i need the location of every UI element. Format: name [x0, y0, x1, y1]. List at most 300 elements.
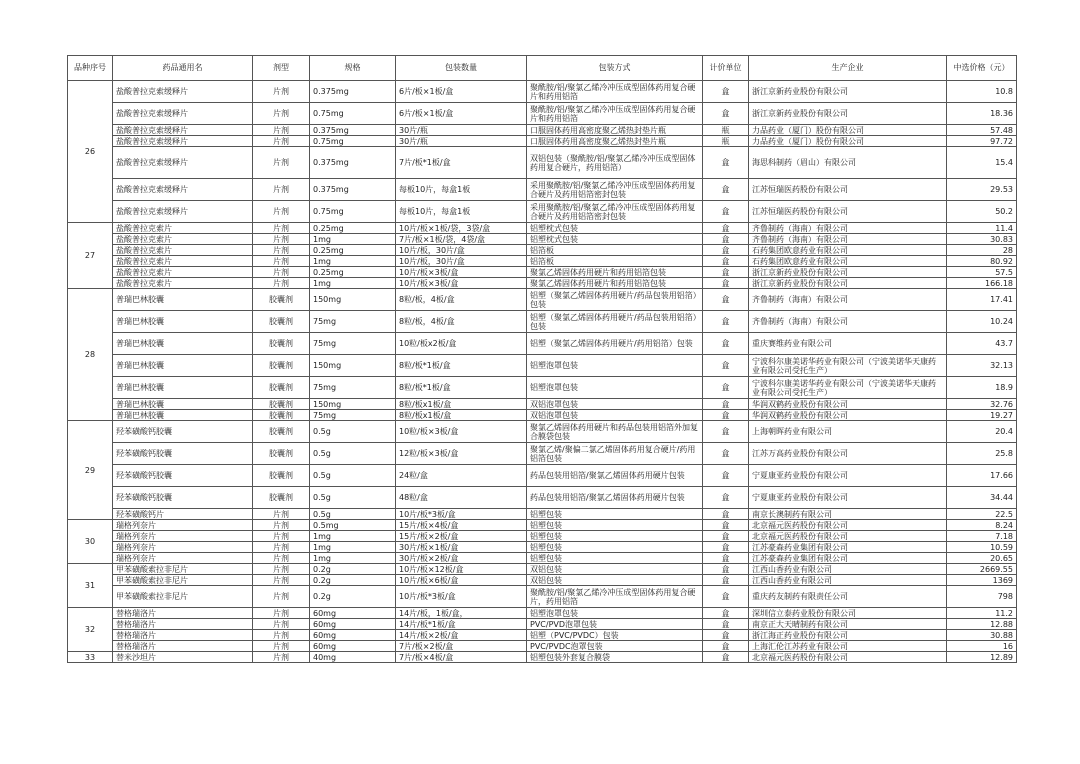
- pack-method-cell: 双铝包装（聚酰胺/铝/聚氯乙烯冷冲压成型固体药用复合硬片，药用铝箔）: [527, 147, 703, 179]
- pack-quantity-cell: 10片/板，30片/盒: [396, 256, 527, 267]
- price-unit-cell: 盒: [703, 443, 749, 465]
- manufacturer-cell: 石药集团欧意药业有限公司: [749, 245, 947, 256]
- pack-method-cell: 铝塑枕式包装: [527, 223, 703, 234]
- drug-name-cell: 盐酸普拉克索缓释片: [113, 147, 253, 179]
- drug-name-cell: 普瑞巴林胶囊: [113, 410, 253, 421]
- pack-quantity-cell: 7片/板×4板/盒: [396, 652, 527, 663]
- table-row: [68, 641, 1017, 652]
- manufacturer-cell: 齐鲁制药（海南）有限公司: [749, 223, 947, 234]
- table-row: [68, 355, 1017, 377]
- manufacturer-cell: 宁波科尔康美诺华药业有限公司（宁波美诺华天康药业有限公司受托生产）: [749, 355, 947, 377]
- drug-name-cell: 盐酸普拉克索缓释片: [113, 136, 253, 147]
- table-row: [68, 103, 1017, 125]
- spec-cell: 60mg: [310, 641, 396, 652]
- price-cell: 798: [947, 586, 1017, 608]
- pack-quantity-cell: 14片/板，1板/盒，: [396, 608, 527, 619]
- pack-quantity-cell: 48粒/盒: [396, 487, 527, 509]
- price-cell: 7.18: [947, 531, 1017, 542]
- table-row: [68, 608, 1017, 619]
- price-cell: 17.41: [947, 289, 1017, 311]
- drug-name-cell: 普瑞巴林胶囊: [113, 289, 253, 311]
- dosage-form-cell: 片剂: [253, 586, 310, 608]
- price-cell: 2669.55: [947, 564, 1017, 575]
- dosage-form-cell: 片剂: [253, 278, 310, 289]
- price-unit-cell: 盒: [703, 487, 749, 509]
- pack-quantity-cell: 10粒/板x2板/盒: [396, 333, 527, 355]
- manufacturer-cell: 江西山香药业有限公司: [749, 575, 947, 586]
- manufacturer-cell: 浙江京新药业股份有限公司: [749, 81, 947, 103]
- spec-cell: 0.375mg: [310, 125, 396, 136]
- table-row: [68, 289, 1017, 311]
- pack-quantity-cell: 10片/板×3板/盒: [396, 278, 527, 289]
- price-cell: 11.2: [947, 608, 1017, 619]
- price-unit-cell: 盒: [703, 179, 749, 201]
- manufacturer-cell: 浙江海正药业股份有限公司: [749, 630, 947, 641]
- price-cell: 50.2: [947, 201, 1017, 223]
- table-row: [68, 652, 1017, 663]
- pack-quantity-cell: 每板10片，每盒1板: [396, 201, 527, 223]
- table-row: [68, 520, 1017, 531]
- spec-cell: 1mg: [310, 531, 396, 542]
- price-cell: 18.36: [947, 103, 1017, 125]
- group-seq-cell: 27: [68, 223, 113, 289]
- price-cell: 20.65: [947, 553, 1017, 564]
- drug-name-cell: 替格瑞洛片: [113, 630, 253, 641]
- pack-quantity-cell: 7片/板×2板/盒: [396, 641, 527, 652]
- pack-method-cell: 双铝泡罩包装: [527, 399, 703, 410]
- drug-name-cell: 盐酸普拉克索片: [113, 234, 253, 245]
- drug-name-cell: 盐酸普拉克索缓释片: [113, 81, 253, 103]
- price-cell: 30.88: [947, 630, 1017, 641]
- price-unit-cell: 盒: [703, 410, 749, 421]
- group-seq-cell: 30: [68, 520, 113, 564]
- pack-method-cell: 聚酰胺/铝/聚氯乙烯冷冲压成型固体药用复合硬片，药用铝箔: [527, 586, 703, 608]
- pack-method-cell: 铝塑（聚氯乙烯固体药用硬片/药品包装用铝箔）包装: [527, 289, 703, 311]
- table-row: [68, 136, 1017, 147]
- pack-quantity-cell: 10粒/板×3板/盒: [396, 421, 527, 443]
- dosage-form-cell: 胶囊剂: [253, 410, 310, 421]
- price-unit-cell: 盒: [703, 333, 749, 355]
- drug-name-cell: 普瑞巴林胶囊: [113, 399, 253, 410]
- pack-method-cell: 聚酰胺/铝/聚氯乙烯冷冲压成型固体药用复合硬片和药用铝箔: [527, 103, 703, 125]
- price-unit-cell: 盒: [703, 630, 749, 641]
- price-cell: 15.4: [947, 147, 1017, 179]
- price-cell: 80.92: [947, 256, 1017, 267]
- dosage-form-cell: 片剂: [253, 564, 310, 575]
- group-seq-cell: 28: [68, 289, 113, 421]
- drug-name-cell: 瑞格列奈片: [113, 542, 253, 553]
- price-unit-cell: 盒: [703, 509, 749, 520]
- pack-method-cell: 采用聚酰胺/铝/聚氯乙烯冷冲压成型固体药用复合硬片及药用铝箔密封包装: [527, 201, 703, 223]
- drug-name-cell: 替格瑞洛片: [113, 641, 253, 652]
- spec-cell: 0.25mg: [310, 223, 396, 234]
- pack-method-cell: 双铝包装: [527, 564, 703, 575]
- manufacturer-cell: 浙江京新药业股份有限公司: [749, 278, 947, 289]
- drug-name-cell: 盐酸普拉克索缓释片: [113, 103, 253, 125]
- price-cell: 57.5: [947, 267, 1017, 278]
- table-header: [68, 56, 1017, 81]
- table-row: [68, 575, 1017, 586]
- dosage-form-cell: 片剂: [253, 136, 310, 147]
- price-cell: 17.66: [947, 465, 1017, 487]
- pack-quantity-cell: 8粒/板，4板/盒: [396, 311, 527, 333]
- table-row: [68, 509, 1017, 520]
- price-unit-cell: 盒: [703, 586, 749, 608]
- table-row: [68, 443, 1017, 465]
- drug-name-cell: 羟苯磺酸钙胶囊: [113, 465, 253, 487]
- col-header-pack: 包装方式: [527, 56, 703, 81]
- dosage-form-cell: 片剂: [253, 619, 310, 630]
- drug-name-cell: 羟苯磺酸钙胶囊: [113, 487, 253, 509]
- price-unit-cell: 盒: [703, 421, 749, 443]
- drug-name-cell: 盐酸普拉克索片: [113, 267, 253, 278]
- pack-method-cell: 铝塑包装: [527, 509, 703, 520]
- dosage-form-cell: 片剂: [253, 542, 310, 553]
- table-row: [68, 223, 1017, 234]
- price-unit-cell: 瓶: [703, 125, 749, 136]
- table-row: [68, 267, 1017, 278]
- table-row: [68, 465, 1017, 487]
- pack-method-cell: 聚氯乙烯固体药用硬片和药用铝箔包装: [527, 267, 703, 278]
- dosage-form-cell: 胶囊剂: [253, 289, 310, 311]
- price-unit-cell: 盒: [703, 399, 749, 410]
- col-header-qty: 包装数量: [396, 56, 527, 81]
- spec-cell: 0.2g: [310, 586, 396, 608]
- table-row: [68, 399, 1017, 410]
- manufacturer-cell: 江苏豪森药业集团有限公司: [749, 553, 947, 564]
- table-row: [68, 278, 1017, 289]
- price-unit-cell: 盒: [703, 575, 749, 586]
- spec-cell: 150mg: [310, 289, 396, 311]
- group-seq-cell: 29: [68, 421, 113, 520]
- drug-name-cell: 盐酸普拉克索片: [113, 278, 253, 289]
- price-cell: 25.8: [947, 443, 1017, 465]
- pack-method-cell: 双铝泡罩包装: [527, 410, 703, 421]
- dosage-form-cell: 片剂: [253, 201, 310, 223]
- manufacturer-cell: 重庆药友制药有限责任公司: [749, 586, 947, 608]
- pack-method-cell: 铝塑包装: [527, 553, 703, 564]
- pack-quantity-cell: 8粒/板，4板/盒: [396, 289, 527, 311]
- spec-cell: 0.2g: [310, 575, 396, 586]
- manufacturer-cell: 宁夏康亚药业股份有限公司: [749, 487, 947, 509]
- pack-method-cell: 铝箔板: [527, 256, 703, 267]
- spec-cell: 1mg: [310, 234, 396, 245]
- pack-quantity-cell: 10片/板×12板/盒: [396, 564, 527, 575]
- dosage-form-cell: 片剂: [253, 641, 310, 652]
- manufacturer-cell: 华润双鹤药业股份有限公司: [749, 410, 947, 421]
- spec-cell: 150mg: [310, 399, 396, 410]
- pack-method-cell: 铝塑泡罩包装: [527, 355, 703, 377]
- drug-name-cell: 甲苯磺酸索拉非尼片: [113, 575, 253, 586]
- price-unit-cell: 盒: [703, 608, 749, 619]
- manufacturer-cell: 浙江京新药业股份有限公司: [749, 267, 947, 278]
- drug-name-cell: 盐酸普拉克索缓释片: [113, 179, 253, 201]
- drug-name-cell: 普瑞巴林胶囊: [113, 311, 253, 333]
- spec-cell: 0.375mg: [310, 81, 396, 103]
- manufacturer-cell: 石药集团欧意药业有限公司: [749, 256, 947, 267]
- table-row: [68, 410, 1017, 421]
- spec-cell: 0.75mg: [310, 103, 396, 125]
- price-unit-cell: 盒: [703, 377, 749, 399]
- manufacturer-cell: 江苏豪森药业集团有限公司: [749, 542, 947, 553]
- spec-cell: 75mg: [310, 333, 396, 355]
- dosage-form-cell: 片剂: [253, 553, 310, 564]
- price-unit-cell: 盒: [703, 641, 749, 652]
- dosage-form-cell: 胶囊剂: [253, 487, 310, 509]
- dosage-form-cell: 片剂: [253, 520, 310, 531]
- pack-quantity-cell: 30片/瓶: [396, 136, 527, 147]
- price-unit-cell: 盒: [703, 81, 749, 103]
- price-cell: 57.48: [947, 125, 1017, 136]
- drug-name-cell: 甲苯磺酸索拉非尼片: [113, 564, 253, 575]
- price-cell: 1369: [947, 575, 1017, 586]
- pack-quantity-cell: 14片/板×2板/盒: [396, 630, 527, 641]
- price-cell: 19.27: [947, 410, 1017, 421]
- spec-cell: 0.5g: [310, 465, 396, 487]
- manufacturer-cell: 南京正大天晴制药有限公司: [749, 619, 947, 630]
- spec-cell: 1mg: [310, 553, 396, 564]
- spec-cell: 75mg: [310, 377, 396, 399]
- price-unit-cell: 盒: [703, 465, 749, 487]
- drug-name-cell: 普瑞巴林胶囊: [113, 355, 253, 377]
- price-unit-cell: 盒: [703, 520, 749, 531]
- col-header-form: 剂型: [253, 56, 310, 81]
- table-row: [68, 333, 1017, 355]
- pack-method-cell: 铝塑包装: [527, 542, 703, 553]
- price-cell: 32.13: [947, 355, 1017, 377]
- table-row: [68, 201, 1017, 223]
- pack-quantity-cell: 15片/板×2板/盒: [396, 531, 527, 542]
- price-unit-cell: 盒: [703, 553, 749, 564]
- group-seq-cell: 32: [68, 608, 113, 652]
- dosage-form-cell: 片剂: [253, 103, 310, 125]
- table-row: [68, 377, 1017, 399]
- pack-method-cell: 聚酰胺/铝/聚氯乙烯冷冲压成型固体药用复合硬片和药用铝箔: [527, 81, 703, 103]
- price-cell: 29.53: [947, 179, 1017, 201]
- manufacturer-cell: 齐鲁制药（海南）有限公司: [749, 234, 947, 245]
- price-cell: 12.88: [947, 619, 1017, 630]
- price-cell: 43.7: [947, 333, 1017, 355]
- manufacturer-cell: 浙江京新药业股份有限公司: [749, 103, 947, 125]
- drug-name-cell: 羟苯磺酸钙胶囊: [113, 421, 253, 443]
- pack-quantity-cell: 10片/板*3板/盒: [396, 586, 527, 608]
- pack-method-cell: 口服固体药用高密度聚乙烯热封垫片瓶: [527, 136, 703, 147]
- spec-cell: 75mg: [310, 410, 396, 421]
- dosage-form-cell: 片剂: [253, 652, 310, 663]
- price-cell: 97.72: [947, 136, 1017, 147]
- manufacturer-cell: 齐鲁制药（海南）有限公司: [749, 289, 947, 311]
- pack-quantity-cell: 30片/瓶: [396, 125, 527, 136]
- price-unit-cell: 盒: [703, 531, 749, 542]
- price-cell: 18.9: [947, 377, 1017, 399]
- drug-name-cell: 甲苯磺酸索拉非尼片: [113, 586, 253, 608]
- col-header-spec: 规格: [310, 56, 396, 81]
- manufacturer-cell: 宁夏康亚药业股份有限公司: [749, 465, 947, 487]
- pack-method-cell: 聚氯乙烯固体药用硬片和药品包装用铝箔外加复合膜袋包装: [527, 421, 703, 443]
- table-row: [68, 256, 1017, 267]
- pack-method-cell: 铝塑（聚氯乙烯固体药用硬片/药品包装用铝箔）包装: [527, 311, 703, 333]
- table-row: [68, 245, 1017, 256]
- price-unit-cell: 盒: [703, 103, 749, 125]
- table-row: [68, 630, 1017, 641]
- pack-quantity-cell: 8粒/板x1板/盒: [396, 399, 527, 410]
- manufacturer-cell: 江苏恒瑞医药股份有限公司: [749, 201, 947, 223]
- spec-cell: 1mg: [310, 542, 396, 553]
- price-cell: 22.5: [947, 509, 1017, 520]
- pack-quantity-cell: 8粒/板x1板/盒: [396, 410, 527, 421]
- pack-quantity-cell: 10片/板×3板/盒: [396, 267, 527, 278]
- table-row: [68, 421, 1017, 443]
- price-unit-cell: 盒: [703, 564, 749, 575]
- pack-quantity-cell: 10片/板，30片/盒: [396, 245, 527, 256]
- price-cell: 10.24: [947, 311, 1017, 333]
- dosage-form-cell: 胶囊剂: [253, 311, 310, 333]
- manufacturer-cell: 力品药业（厦门）股份有限公司: [749, 125, 947, 136]
- price-cell: 8.24: [947, 520, 1017, 531]
- table-row: [68, 553, 1017, 564]
- price-unit-cell: 盒: [703, 278, 749, 289]
- drug-name-cell: 普瑞巴林胶囊: [113, 377, 253, 399]
- dosage-form-cell: 片剂: [253, 630, 310, 641]
- table-body: [68, 81, 1017, 663]
- spec-cell: 0.5g: [310, 443, 396, 465]
- pack-quantity-cell: 24粒/盒: [396, 465, 527, 487]
- manufacturer-cell: 海思科制药（眉山）有限公司: [749, 147, 947, 179]
- manufacturer-cell: 力品药业（厦门）股份有限公司: [749, 136, 947, 147]
- manufacturer-cell: 北京福元医药股份有限公司: [749, 652, 947, 663]
- dosage-form-cell: 胶囊剂: [253, 333, 310, 355]
- pack-quantity-cell: 7片/板*1板/盒: [396, 147, 527, 179]
- spec-cell: 0.25mg: [310, 245, 396, 256]
- drug-name-cell: 盐酸普拉克索片: [113, 256, 253, 267]
- dosage-form-cell: 片剂: [253, 147, 310, 179]
- dosage-form-cell: 片剂: [253, 223, 310, 234]
- pack-quantity-cell: 6片/板×1板/盒: [396, 81, 527, 103]
- price-unit-cell: 盒: [703, 223, 749, 234]
- pack-quantity-cell: 30片/板×1板/盒: [396, 542, 527, 553]
- price-unit-cell: 瓶: [703, 136, 749, 147]
- price-cell: 32.76: [947, 399, 1017, 410]
- col-header-seq: 品种序号: [68, 56, 113, 81]
- table-row: [68, 619, 1017, 630]
- spec-cell: 0.2g: [310, 564, 396, 575]
- pack-quantity-cell: 6片/板×1板/盒: [396, 103, 527, 125]
- pack-quantity-cell: 8粒/板*1板/盒: [396, 377, 527, 399]
- table-row: [68, 564, 1017, 575]
- drug-name-cell: 替米沙坦片: [113, 652, 253, 663]
- pack-method-cell: 聚氯乙烯/聚偏二氯乙烯固体药用复合硬片/药用铝箔包装: [527, 443, 703, 465]
- dosage-form-cell: 片剂: [253, 81, 310, 103]
- pack-method-cell: 铝塑泡罩包装: [527, 608, 703, 619]
- price-unit-cell: 盒: [703, 355, 749, 377]
- pack-method-cell: 铝塑包装: [527, 531, 703, 542]
- col-header-maker: 生产企业: [749, 56, 947, 81]
- spec-cell: 0.5mg: [310, 520, 396, 531]
- pack-method-cell: 采用聚酰胺/铝/聚氯乙烯冷冲压成型固体药用复合硬片及药用铝箔密封包装: [527, 179, 703, 201]
- price-unit-cell: 盒: [703, 245, 749, 256]
- table-row: [68, 125, 1017, 136]
- pack-method-cell: 药品包装用铝箔/聚氯乙烯固体药用硬片包装: [527, 487, 703, 509]
- spec-cell: 0.25mg: [310, 267, 396, 278]
- price-cell: 30.83: [947, 234, 1017, 245]
- drug-name-cell: 盐酸普拉克索缓释片: [113, 201, 253, 223]
- pack-method-cell: 铝塑枕式包装: [527, 234, 703, 245]
- col-header-price: 中选价格（元）: [947, 56, 1017, 81]
- dosage-form-cell: 片剂: [253, 245, 310, 256]
- drug-name-cell: 瑞格列奈片: [113, 520, 253, 531]
- spec-cell: 0.5g: [310, 509, 396, 520]
- price-cell: 166.18: [947, 278, 1017, 289]
- spec-cell: 0.75mg: [310, 136, 396, 147]
- pack-method-cell: 双铝包装: [527, 575, 703, 586]
- drug-name-cell: 瑞格列奈片: [113, 531, 253, 542]
- manufacturer-cell: 齐鲁制药（海南）有限公司: [749, 311, 947, 333]
- drug-name-cell: 替格瑞洛片: [113, 619, 253, 630]
- dosage-form-cell: 胶囊剂: [253, 421, 310, 443]
- price-unit-cell: 盒: [703, 542, 749, 553]
- price-cell: 34.44: [947, 487, 1017, 509]
- price-unit-cell: 盒: [703, 311, 749, 333]
- col-header-unit: 计价单位: [703, 56, 749, 81]
- pack-method-cell: 铝塑（聚氯乙烯固体药用硬片/药用铝箔）包装: [527, 333, 703, 355]
- group-seq-cell: 26: [68, 81, 113, 223]
- price-unit-cell: 盒: [703, 147, 749, 179]
- pack-method-cell: 聚氯乙烯固体药用硬片和药用铝箔包装: [527, 278, 703, 289]
- pack-quantity-cell: 12粒/板×3板/盒: [396, 443, 527, 465]
- spec-cell: 75mg: [310, 311, 396, 333]
- dosage-form-cell: 片剂: [253, 256, 310, 267]
- price-cell: 16: [947, 641, 1017, 652]
- price-cell: 11.4: [947, 223, 1017, 234]
- manufacturer-cell: 宁波科尔康美诺华药业有限公司（宁波美诺华天康药业有限公司受托生产）: [749, 377, 947, 399]
- spec-cell: 1mg: [310, 256, 396, 267]
- spec-cell: 1mg: [310, 278, 396, 289]
- manufacturer-cell: 江西山香药业有限公司: [749, 564, 947, 575]
- dosage-form-cell: 片剂: [253, 608, 310, 619]
- drug-name-cell: 普瑞巴林胶囊: [113, 333, 253, 355]
- manufacturer-cell: 南京长澳制药有限公司: [749, 509, 947, 520]
- drug-name-cell: 盐酸普拉克索缓释片: [113, 125, 253, 136]
- drug-name-cell: 盐酸普拉克索片: [113, 245, 253, 256]
- manufacturer-cell: 华润双鹤药业股份有限公司: [749, 399, 947, 410]
- drug-name-cell: 羟苯磺酸钙片: [113, 509, 253, 520]
- spec-cell: 150mg: [310, 355, 396, 377]
- table-row: [68, 81, 1017, 103]
- pack-quantity-cell: 7片/板×1板/袋，4袋/盒: [396, 234, 527, 245]
- table-row: [68, 542, 1017, 553]
- price-unit-cell: 盒: [703, 652, 749, 663]
- drug-name-cell: 替格瑞洛片: [113, 608, 253, 619]
- price-cell: 28: [947, 245, 1017, 256]
- table-row: [68, 234, 1017, 245]
- manufacturer-cell: 北京福元医药股份有限公司: [749, 520, 947, 531]
- drug-name-cell: 羟苯磺酸钙胶囊: [113, 443, 253, 465]
- pack-quantity-cell: 14片/板*1板/盒: [396, 619, 527, 630]
- price-unit-cell: 盒: [703, 619, 749, 630]
- table-row: [68, 179, 1017, 201]
- col-header-name: 药品通用名: [113, 56, 253, 81]
- pack-quantity-cell: 10片/板×6板/盒: [396, 575, 527, 586]
- price-unit-cell: 盒: [703, 256, 749, 267]
- dosage-form-cell: 片剂: [253, 179, 310, 201]
- drug-name-cell: 瑞格列奈片: [113, 553, 253, 564]
- dosage-form-cell: 片剂: [253, 509, 310, 520]
- pack-quantity-cell: 10片/板×1板/袋，3袋/盒: [396, 223, 527, 234]
- spec-cell: 0.75mg: [310, 201, 396, 223]
- price-unit-cell: 盒: [703, 267, 749, 278]
- price-cell: 10.8: [947, 81, 1017, 103]
- drug-name-cell: 盐酸普拉克索片: [113, 223, 253, 234]
